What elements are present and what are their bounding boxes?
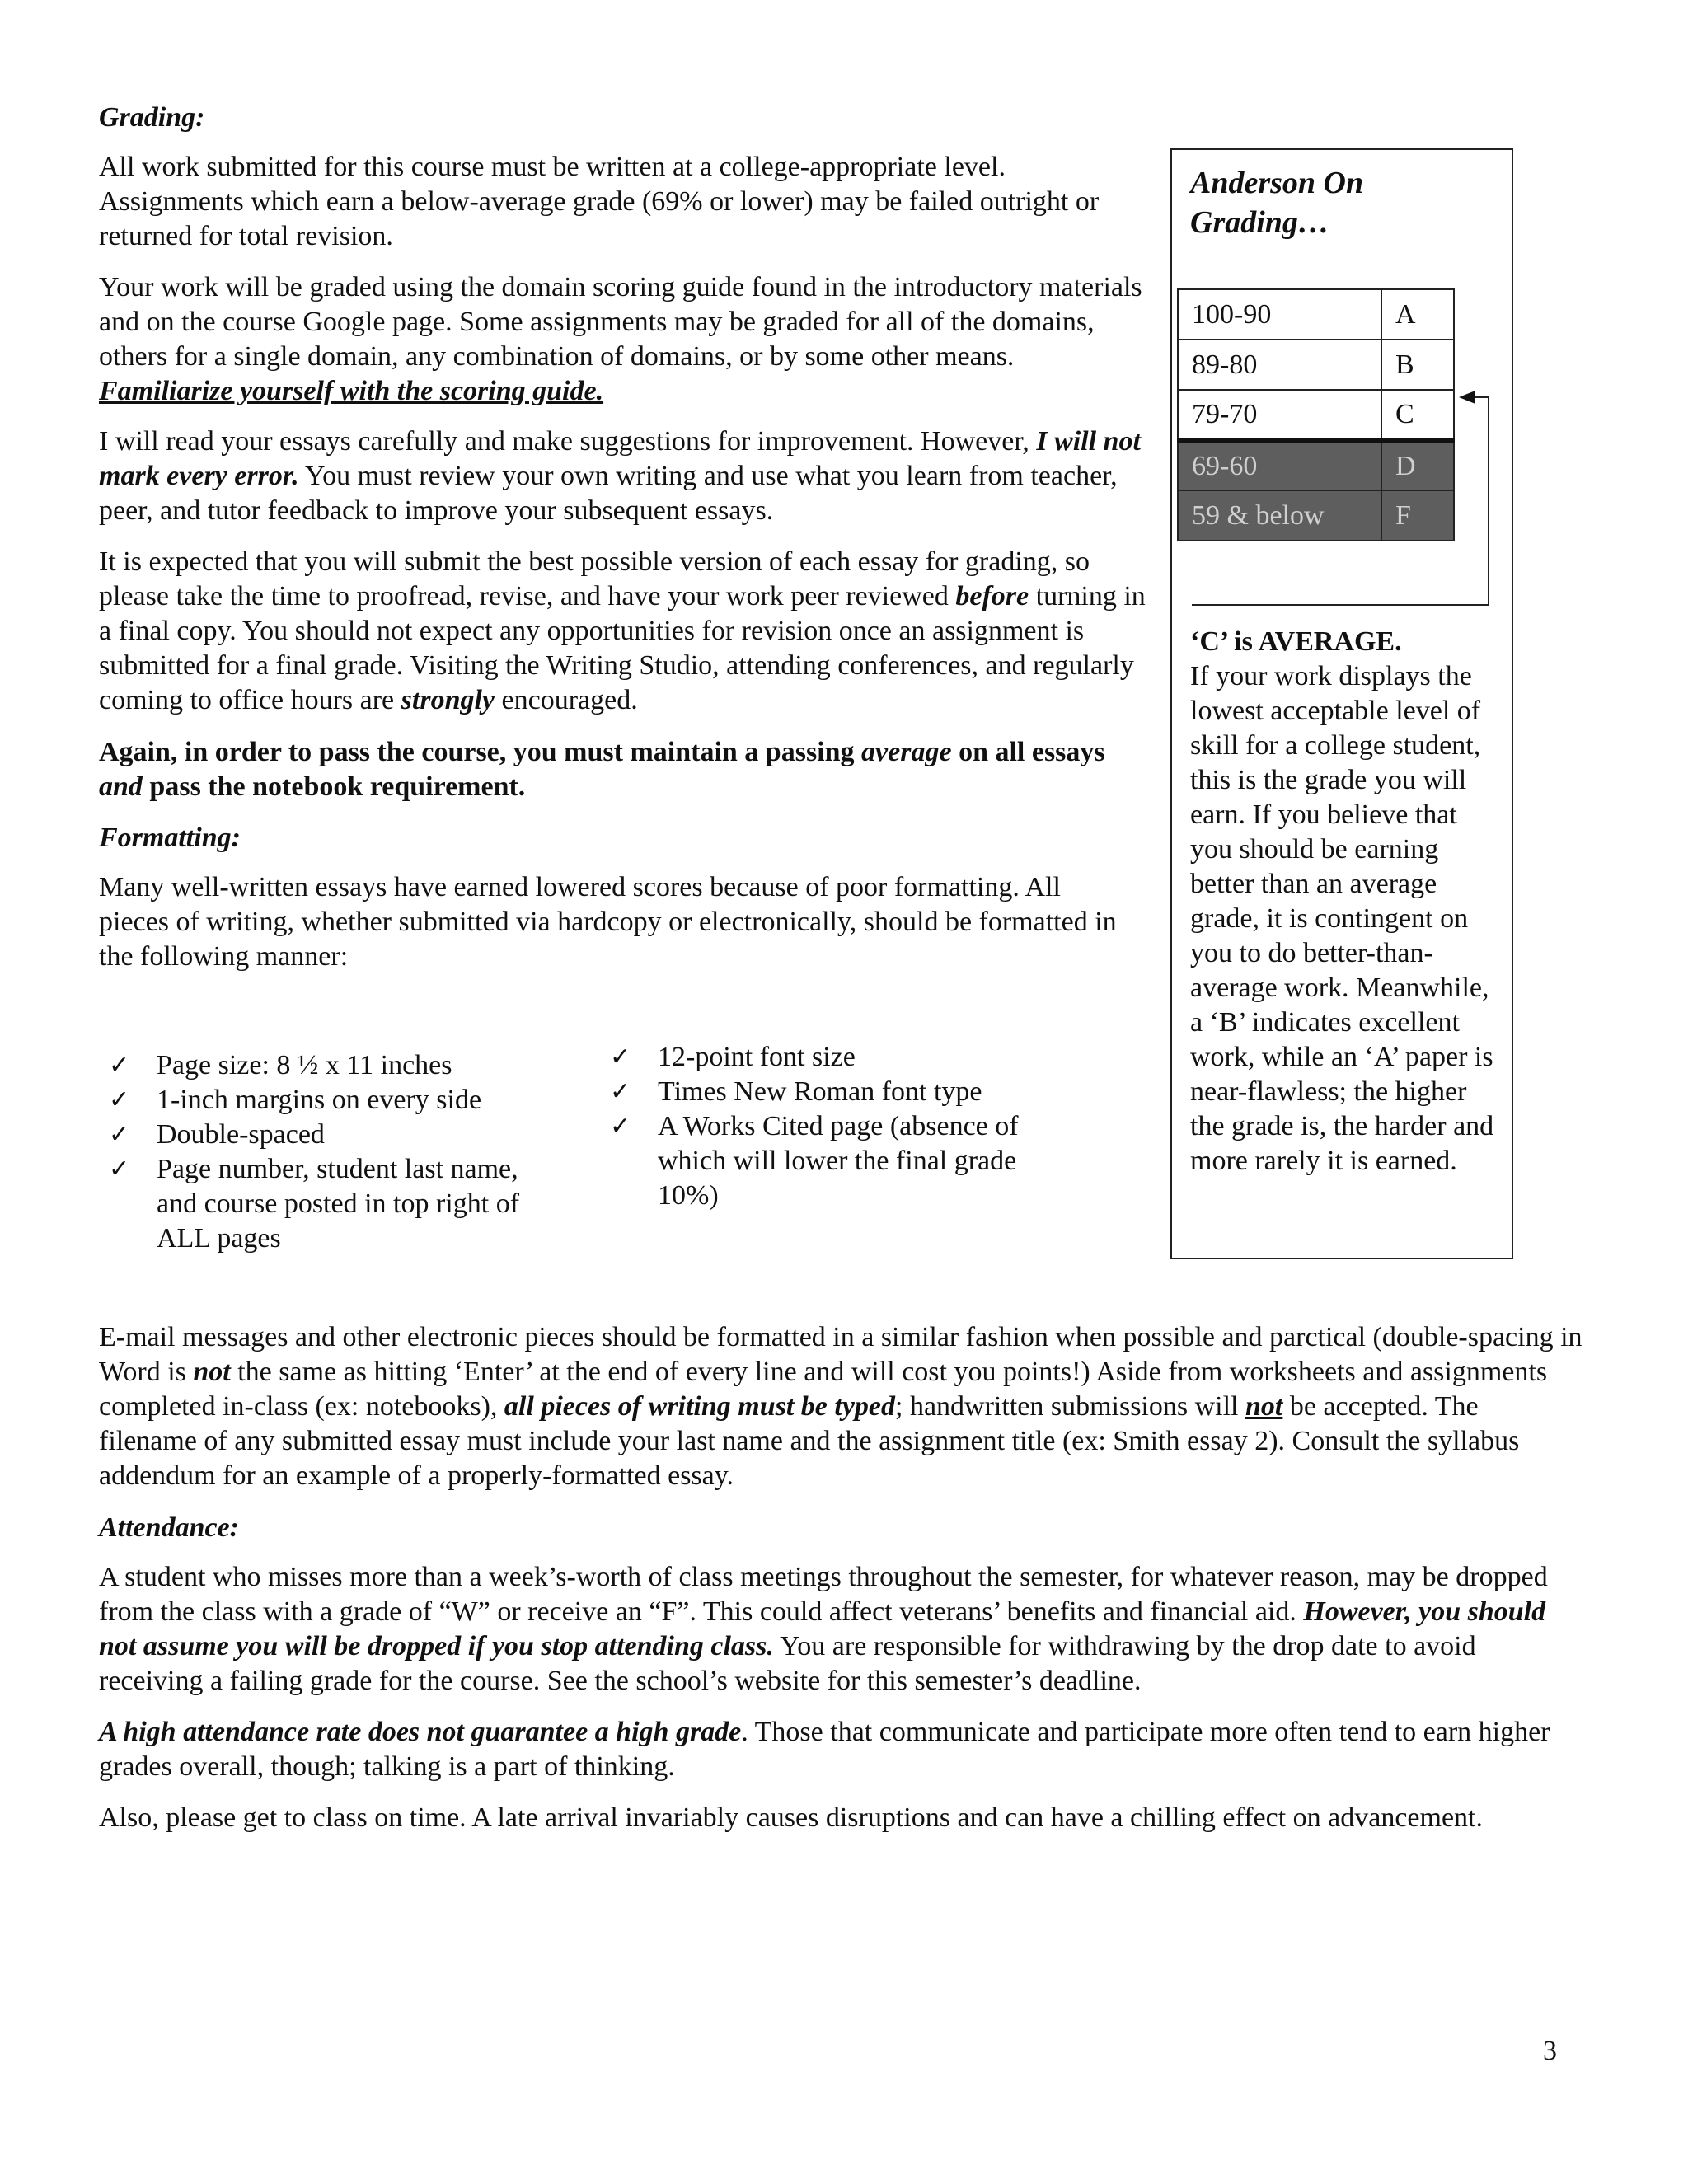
checkmark-icon: ✓ bbox=[610, 1112, 631, 1141]
attendance-paragraph-2: A high attendance rate does not guarantee a high grade. Those that communicate and participate more often tend to earn higher grades overall, though; talking is a part of thinking. bbox=[99, 1717, 1550, 1782]
grade-range: 79-70 bbox=[1178, 390, 1381, 440]
c-average-heading: ‘C’ is AVERAGE. bbox=[1190, 626, 1402, 657]
list-item: ✓ 12-point font size bbox=[600, 1040, 1062, 1075]
grade-letter: F bbox=[1381, 490, 1454, 541]
formatting-left-list bbox=[99, 1048, 560, 1256]
grade-letter: A bbox=[1381, 289, 1454, 340]
grade-range: 89-80 bbox=[1178, 340, 1381, 390]
grading-paragraph-1: All work submitted for this course must be written at a college-appropriate level. Assignments which earn a below-average grade (69% or lower) may be failed outright or returned for total revision. bbox=[99, 152, 1100, 251]
checkmark-icon: ✓ bbox=[610, 1043, 631, 1071]
checkmark-icon: ✓ bbox=[109, 1155, 130, 1183]
formatting-heading: Formatting: bbox=[99, 823, 241, 853]
average-pointer-arrow bbox=[1172, 150, 1513, 620]
sidebar-title: Anderson On Grading… bbox=[1190, 166, 1364, 240]
grading-paragraph-5: Again, in order to pass the course, you must maintain a passing average on all essays and pass the notebook requirement. bbox=[99, 737, 1105, 802]
attendance-paragraph-3: Also, please get to class on time. A late arrival invariably causes disruptions and can have a chilling effect on advancement. bbox=[99, 1802, 1483, 1833]
formatting-right-list bbox=[600, 1040, 1062, 1213]
grade-range: 69-60 bbox=[1178, 440, 1381, 490]
list-item: ✓ Times New Roman font type bbox=[600, 1075, 1062, 1109]
scoring-guide-emphasis: Familiarize yourself with the scoring guide. bbox=[99, 376, 604, 406]
grade-letter: B bbox=[1381, 340, 1454, 390]
grade-range: 59 & below bbox=[1178, 490, 1381, 541]
sidebar-explanation bbox=[1190, 625, 1503, 1179]
list-item: ✓ Double-spaced bbox=[99, 1118, 560, 1152]
grade-letter: C bbox=[1381, 390, 1454, 440]
c-average-text: If your work displays the lowest acceptable level of skill for a college student, this is the grade you will earn. If you believe that you should be earning better than an average grade, it is contingent on you to do better-than-average work. Meanwhile, a ‘B’ indicates excellent work, while an ‘A’ paper is near-flawless; the higher the grade is, the harder and more rarely it is earned. bbox=[1190, 661, 1494, 1176]
email-formatting-paragraph: E-mail messages and other electronic pieces should be formatted in a similar fashion when possible and parctical (double-spacing in Word is not the same as hitting ‘Enter’ at the end of every line and will cost you points!) Aside from worksheets and assignments completed in-class (ex: notebooks), all pieces of writing must be typed; handwritten submissions will not be accepted. The filename of any submitted essay must include your last name and the assignment title (ex: Smith essay 2). Consult the syllabus addendum for an example of a properly-formatted essay. bbox=[99, 1322, 1582, 1491]
grading-paragraph-3: I will read your essays carefully and make suggestions for improvement. However, I will not mark every error. You must review your own writing and use what you learn from teacher, peer, and tutor feedback to improve your subsequent essays. bbox=[99, 426, 1141, 526]
checkmark-icon: ✓ bbox=[109, 1085, 130, 1114]
attendance-paragraph-1: A student who misses more than a week’s-worth of class meetings throughout the semester, for whatever reason, may be dropped from the class with a grade of “W” or receive an “F”. This could affect veterans’ benefits and financial aid. However, you should not assume you will be dropped if you stop attending class. You are responsible for withdrawing by the drop date to avoid receiving a failing grade for the course. See the school’s website for this semester’s deadline. bbox=[99, 1562, 1548, 1696]
list-item: ✓ Page size: 8 ½ x 11 inches bbox=[99, 1048, 560, 1083]
checkmark-icon: ✓ bbox=[610, 1077, 631, 1106]
list-item: ✓ A Works Cited page (absence of which will lower the final grade 10%) bbox=[610, 1111, 1019, 1211]
grading-heading: Grading: bbox=[99, 102, 205, 133]
list-item: ✓ 1-inch margins on every side bbox=[99, 1083, 560, 1118]
grade-letter: D bbox=[1381, 440, 1454, 490]
checkmark-icon: ✓ bbox=[109, 1120, 130, 1149]
attendance-heading: Attendance: bbox=[99, 1512, 239, 1543]
checkmark-icon: ✓ bbox=[109, 1051, 130, 1080]
formatting-intro: Many well-written essays have earned lowered scores because of poor formatting. All pieces of writing, whether submitted via hardcopy or electronically, should be formatted in the following manner: bbox=[99, 872, 1117, 972]
grade-range: 100-90 bbox=[1178, 289, 1381, 340]
grading-paragraph-2: Your work will be graded using the domain scoring guide found in the introductory materials and on the course Google page. Some assignments may be graded for all of the domains, others for a single domain, any combination of domains, or by some other means. Familiarize yourself with the scoring guide. bbox=[99, 272, 1142, 406]
page-number: 3 bbox=[1543, 2036, 1557, 2066]
grading-sidebar bbox=[1170, 148, 1513, 1259]
list-item: ✓ Page number, student last name, and course posted in top right of ALL pages bbox=[109, 1154, 520, 1254]
grading-paragraph-4: It is expected that you will submit the best possible version of each essay for grading, so please take the time to proofread, revise, and have your work peer reviewed before turning in a final copy. You should not expect any opportunities for revision once an assignment is submitted for a final grade. Visiting the Writing Studio, attending conferences, and regularly coming to office hours are strongly encouraged. bbox=[99, 546, 1146, 715]
